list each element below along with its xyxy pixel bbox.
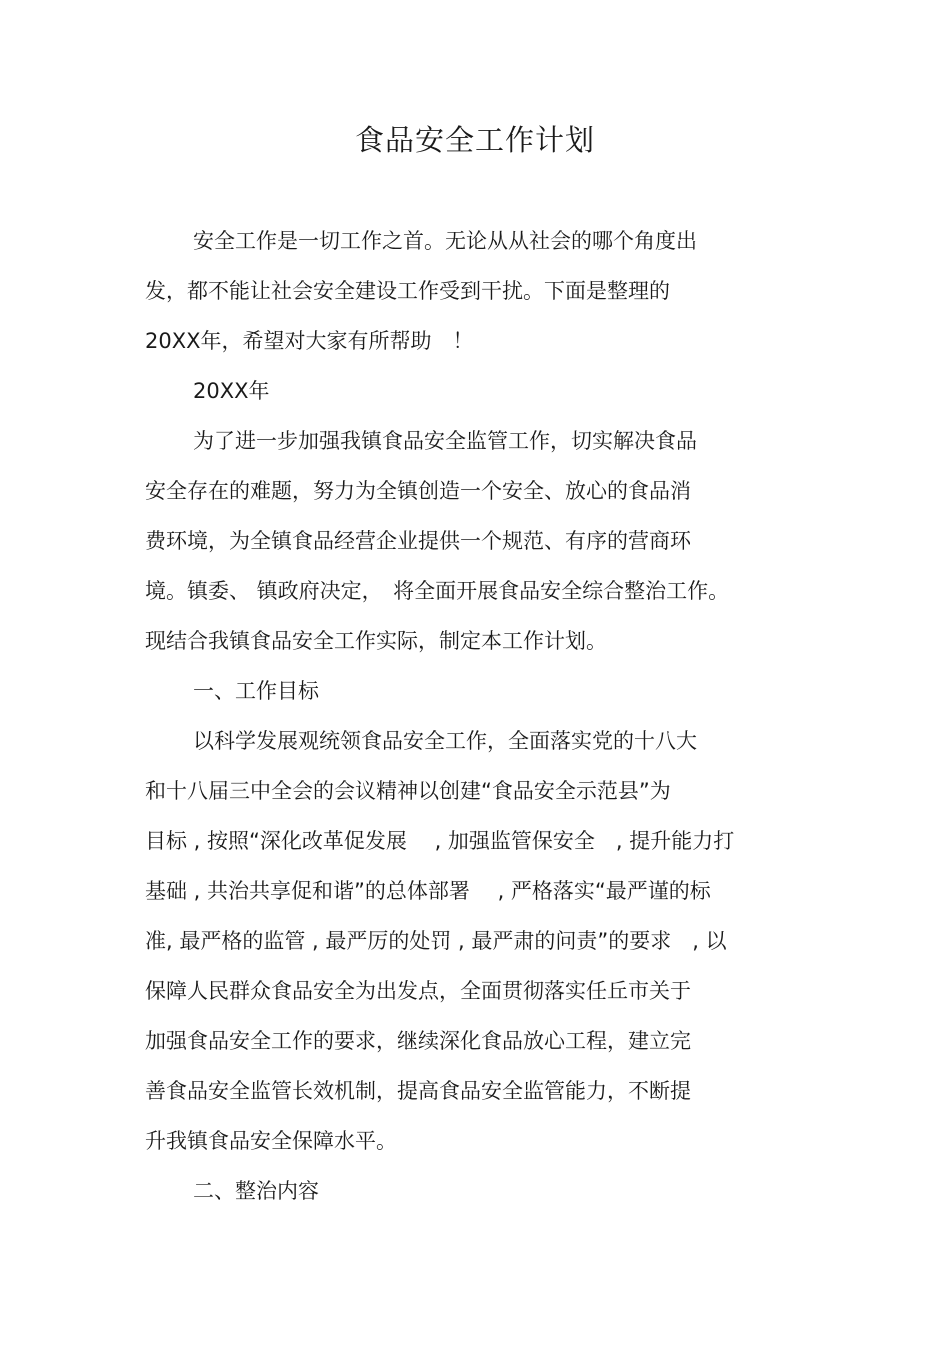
section-heading: 一、工作目标 bbox=[193, 679, 319, 703]
paragraph-line: 安全工作是一切工作之首。无论从从社会的哪个角度出 bbox=[193, 229, 697, 253]
paragraph-line: 为了进一步加强我镇食品安全监管工作，切实解决食品 bbox=[193, 429, 697, 453]
paragraph-line: 费环境，为全镇食品经营企业提供一个规范、有序的营商环 bbox=[145, 529, 691, 553]
paragraph-line: 安全存在的难题，努力为全镇创造一个安全、放心的食品消 bbox=[145, 479, 691, 503]
year-heading: 20XX年 bbox=[193, 379, 270, 403]
paragraph-line: 基础 , 共治共享促和谐”的总体部署 , 严格落实“最严谨的标 bbox=[145, 879, 711, 903]
paragraph-line: 目标 , 按照“深化改革促发展 , 加强监管保安全 , 提升能力打 bbox=[145, 829, 735, 853]
paragraph-line: 和十八届三中全会的会议精神以创建“食品安全示范县”为 bbox=[145, 779, 671, 803]
paragraph-line: 发，都不能让社会安全建设工作受到干扰。下面是整理的 bbox=[145, 279, 670, 303]
paragraph-line: 准, 最严格的监管 , 最严厉的处罚 , 最严肃的问责”的要求 , 以 bbox=[145, 929, 727, 953]
paragraph-line: 加强食品安全工作的要求，继续深化食品放心工程，建立完 bbox=[145, 1029, 691, 1053]
paragraph-line: 现结合我镇食品安全工作实际，制定本工作计划。 bbox=[145, 629, 607, 653]
paragraph-line: 20XX年，希望对大家有所帮助 ！ bbox=[145, 329, 474, 353]
paragraph-line: 境。镇委、 镇政府决定， 将全面开展食品安全综合整治工作。 bbox=[145, 579, 730, 603]
paragraph-line: 善食品安全监管长效机制，提高食品安全监管能力，不断提 bbox=[145, 1079, 691, 1103]
document-title: 食品安全工作计划 bbox=[354, 123, 595, 157]
paragraph-line: 以科学发展观统领食品安全工作，全面落实党的十八大 bbox=[193, 729, 697, 753]
paragraph-line: 升我镇食品安全保障水平。 bbox=[145, 1129, 397, 1153]
section-heading: 二、整治内容 bbox=[193, 1179, 319, 1203]
paragraph-line: 保障人民群众食品安全为出发点，全面贯彻落实任丘市关于 bbox=[145, 979, 691, 1003]
